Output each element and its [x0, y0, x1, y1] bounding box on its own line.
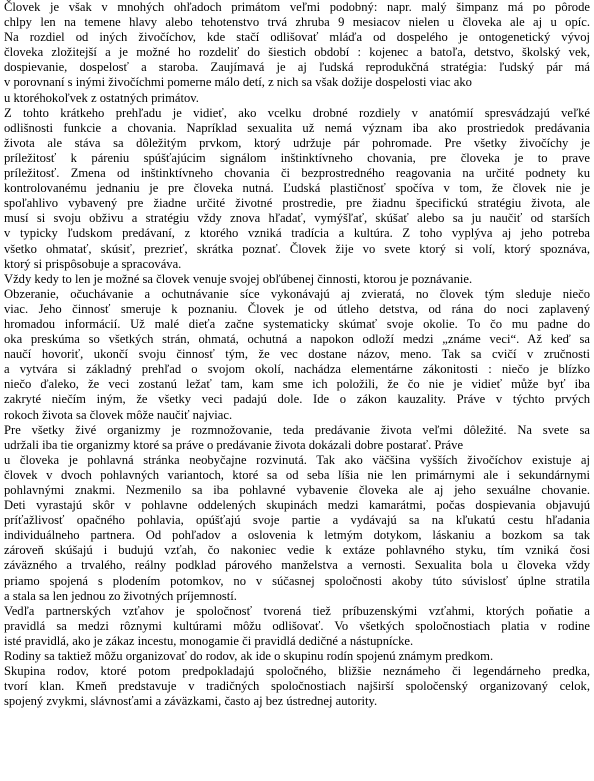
text-line: Obzeranie, očuchávanie a ochutnávanie síce vykonávajú aj zvieratá, no človek tým sleduje niečo: [4, 286, 590, 301]
text-line: rokoch života sa človek môže naučiť najviac.: [4, 407, 233, 422]
text-line: pravidlá sa medzi rôznymi kultúrami môžu odlišovať. Vo všetkých spoločnostiach platia v rodine: [4, 618, 590, 633]
text-line: spoľahlivo vybavený pre žiadne určité životné prostredie, pre žiadnu špecifickú stratégiu života, ale: [4, 196, 590, 211]
text-line: Skupina rodov, ktoré potom predpokladajú spoločného, bližšie neznámeho či legendárneho predka,: [4, 664, 590, 679]
text-line: Vedľa partnerských vzťahov je spoločnosť tvorená tiež príbuzenskými vzťahmi, ktorých poňatie a: [4, 603, 590, 618]
text-line: človeka zložitejší a je možné ho rozdeliť do šiestich období : kojenec a batoľa, detstvo, školský vek,: [4, 45, 590, 60]
text-line: odlišnosti funkcie a chovania. Napríklad sexualita už nemá význam iba ako prostriedok predávania: [4, 120, 590, 135]
text-line: človek v dvoch pohlavných variantoch, ktoré sa od seba líšia nie len primárnymi ale i sekundárnymi: [4, 467, 590, 482]
text-line: oka preskúma so všetkých strán, ohmatá, ochutná a napokon odloží medzi „známe veci“. Až keď sa: [4, 332, 590, 347]
text-line: u ktoréhokoľvek z ostatných primátov.: [4, 90, 199, 105]
text-line: ktorý si prispôsobuje a spracováva.: [4, 256, 182, 271]
text-line: príležitosť k páreniu spúšťajúcim signálom inštinktívneho chovania, pre človeka je to prave: [4, 150, 590, 165]
text-line: kontrolovanému jednaniu je pre človeka nutná. Ľudská plastičnosť spočíva v tom, že človek nie je: [4, 181, 590, 196]
text-line: Deti vyrastajú skôr v pohlavne oddelených skupinách medzi kamarátmi, počas dospievania objavujú: [4, 498, 590, 513]
text-line: Rodiny sa taktiež môžu organizovať do rodov, ak ide o skupinu rodín spojenú známym predkom.: [4, 649, 494, 664]
text-line: dospievanie, dospelosť a staroba. Zaujímavá je aj ľudská reprodukčná stratégia: ľudský pár má: [4, 60, 590, 75]
text-line: viac. Jeho činnosť smeruje k poznaniu. Človek je od útleho detstva, od rána do noci zaplavený: [4, 301, 590, 316]
text-line: Na rozdiel od iných živočíchov, kde stačí odlišovať mláďa od dospelého je ontogenetický vývoj: [4, 30, 590, 45]
text-line: musí si svoju obživu a stratégiu vždy znova hľadať, vymýšľať, skúšať alebo sa ju naučiť od starších: [4, 211, 590, 226]
text-line: udržali iba tie organizmy ktoré sa práve o predávanie života dokázali dobre postarať. Práve: [4, 437, 464, 452]
text-line: naučí hovoriť, ukončí svoju činnosť tým, že vec dostane názov, meno. Tak sa cvičí v zručnosti: [4, 347, 590, 362]
document-body: [4, 0, 590, 709]
text-line: a stala sa len jednou zo životných príjemností.: [4, 588, 237, 603]
text-line: individuálneho partnera. Od pohľadov a oslovenia k letmým dotykom, láskaniu a bozkom sa tak: [4, 528, 590, 543]
text-line: u človeka je pohlavná stránka neobyčajne rozvinutá. Tak ako väčšina vyšších živočíchov existuje aj: [4, 452, 590, 467]
text-line: spojený zvykmi, slávnosťami a záväzkami, často aj bez ústrednej autority.: [4, 694, 378, 709]
text-line: hromadou informácií. Už malé dieťa začne systematicky skúmať svoje okolie. To čo mu padne do: [4, 316, 590, 331]
text-line: priamo spojená s plodením potomkov, no v súčasnej spoločnosti akoby túto súvislosť úplne stratila: [4, 573, 590, 588]
text-line: tvorí klan. Kmeň predstavuje v tradičných spoločnostiach najširší spoločenský organizovaný celok,: [4, 679, 590, 694]
text-line: a vytvára si základný prehľad o svojom okolí, nachádza elementárne zákonitosti : niečo je blízko: [4, 362, 590, 377]
text-line: zároveň skúšajú i budujú vzťah, čo nakoniec vedie k extáze pohlavného styku, tím vzniká čosi: [4, 543, 590, 558]
text-line: niečo ďaleko, že veci zostanú ležať tam, kam sme ich položili, že čo nie je vidieť může byť iba: [4, 377, 590, 392]
text-line: v porovnaní s inými živočíchmi pomerne málo detí, z nich sa však dožije dospelosti viac ako: [4, 75, 472, 90]
text-line: života ale stáva sa dôležitým prvkom, ktorý udržuje pár pohromade. Pre všetky živočíchy je: [4, 135, 590, 150]
text-line: príležitosť. Zmena od inštinktívneho chovania či bezprostredného reagovania na určité podnety ku: [4, 166, 590, 181]
text-line: Pre všetky živé organizmy je rozmnožovanie, teda predávanie života veľmi dôležité. Na svete sa: [4, 422, 590, 437]
text-line: Vždy kedy to len je možné sa človek venuje svojej obľúbenej činnosti, ktorou je poznávanie.: [4, 271, 473, 286]
text-line: isté pravidlá, ako je zákaz incestu, monogamie či pravidlá dedičné a nástupnícke.: [4, 633, 414, 648]
text-line: v typicky ľudskom predávaní, z ktorého vzniká tradícia a kultúra. Z toho vyplýva aj jeho potreba: [4, 226, 590, 241]
text-line: príťažlivosť opačného pohlavia, opúšťajú svoje partie a vydávajú sa na kľukatú cestu hľadania: [4, 513, 590, 528]
text-line: pohlavnými znakmi. Nezmenilo sa iba pohlavné vybavenie človeka ale aj jeho sexuálne chovanie.: [4, 483, 590, 497]
text-line: Človek je však v mnohých ohľadoch primátom veľmi podobný: napr. malý šimpanz má po pôrode: [4, 0, 590, 14]
text-line: Z tohto krátkeho prehľadu je vidieť, ako vcelku drobné rozdiely v anatómií spresvádzajú veľké: [4, 105, 590, 120]
text-line: všetko ohmatať, skúsiť, prezrieť, skrátka poznať. Človek žije vo svete ktorý si volí, ktorý spoznáva,: [4, 241, 590, 256]
text-line: záväzného a trvalého, reálny podklad párového manželstva a vernosti. Sexualita bola u človeka vždy: [4, 558, 590, 573]
text-line: chlpy len na temene hlavy alebo tehotenstvo trvá zhruba 9 mesiacov nielen u človeka ale aj u opíc.: [4, 15, 590, 30]
text-line: zakryté niečím iným, že všetky veci padajú dole. Ide o zákon kauzality. Práve v týchto prvých: [4, 392, 590, 407]
